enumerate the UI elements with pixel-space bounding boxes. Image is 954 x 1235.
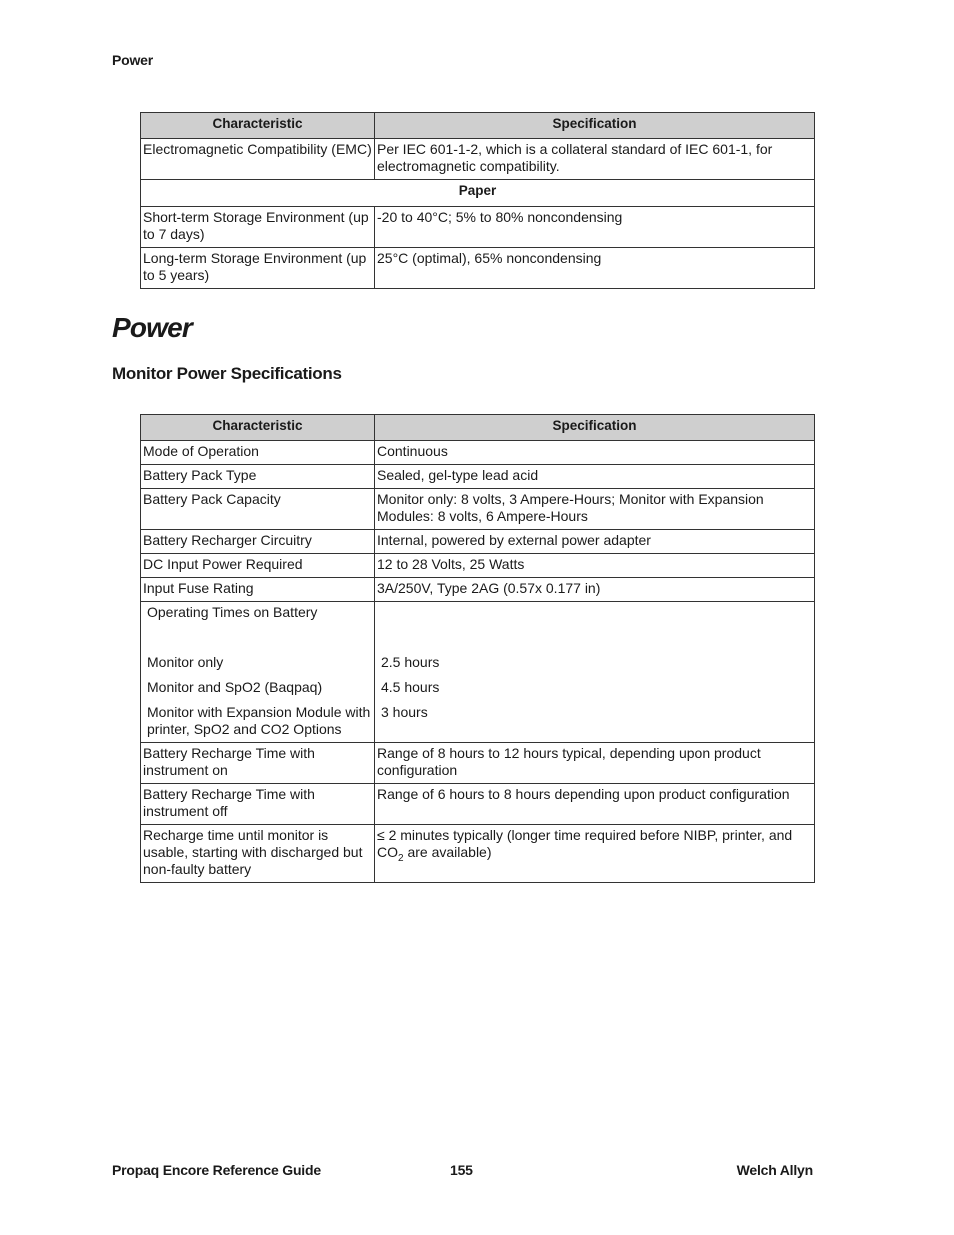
characteristic-cell: Short-term Storage Environment (up to 7 days) [141, 207, 375, 248]
characteristic-cell: Battery Pack Type [141, 465, 375, 489]
characteristic-cell: Battery Pack Capacity [141, 489, 375, 530]
operating-mode: Monitor only [147, 654, 224, 670]
section-title: Power [112, 312, 193, 343]
specification-cell: Internal, powered by external power adapter [375, 530, 815, 554]
table-row [141, 578, 815, 602]
table-row [141, 207, 815, 248]
specification-cell: Per IEC 601-1-2, which is a collateral standard of IEC 601-1, for electromagnetic compatibility. [375, 139, 815, 180]
table-header-row [141, 415, 815, 441]
section-label: Paper [141, 180, 815, 207]
operating-times-values [377, 604, 812, 721]
footer-guide-title: Propaq Encore Reference Guide [112, 1162, 321, 1178]
characteristic-cell: Long-term Storage Environment (up to 5 years) [141, 248, 375, 289]
table-row [141, 489, 815, 530]
operating-times-row [141, 602, 815, 743]
footer-company: Welch Allyn [736, 1162, 813, 1178]
operating-time: 3 hours [381, 704, 428, 720]
spec-text: ≤ 2 minutes typically (longer time required before NIBP, printer, and CO [377, 827, 793, 860]
specification-cell: Continuous [375, 441, 815, 465]
specification-cell: 12 to 28 Volts, 25 Watts [375, 554, 815, 578]
table-row [141, 465, 815, 489]
table-row [141, 784, 815, 825]
environment-spec-table [140, 112, 815, 289]
characteristic-cell: Battery Recharger Circuitry [141, 530, 375, 554]
operating-times-labels [143, 604, 372, 738]
operating-time: 2.5 hours [381, 654, 440, 670]
specification-cell [375, 825, 815, 883]
section-subtitle: Monitor Power Specifications [112, 364, 342, 383]
column-header-specification: Specification [375, 415, 815, 441]
characteristic-cell: Recharge time until monitor is usable, starting with discharged but non-faulty battery [141, 825, 375, 883]
operating-time: 4.5 hours [381, 679, 440, 695]
table-row [141, 441, 815, 465]
table-row [141, 554, 815, 578]
column-header-specification: Specification [375, 113, 815, 139]
specification-cell: Sealed, gel-type lead acid [375, 465, 815, 489]
table-row [141, 530, 815, 554]
characteristic-cell: Battery Recharge Time with instrument off [141, 784, 375, 825]
characteristic-cell: Electromagnetic Compatibility (EMC) [141, 139, 375, 180]
operating-mode: Monitor with Expansion Module with printer, SpO2 and CO2 Options [147, 704, 371, 737]
specification-cell: 3A/250V, Type 2AG (0.57x 0.177 in) [375, 578, 815, 602]
power-spec-table [140, 414, 815, 883]
table-row [141, 139, 815, 180]
footer-page-number: 155 [450, 1162, 473, 1178]
column-header-characteristic: Characteristic [141, 415, 375, 441]
spec-subscript: 2 [398, 852, 404, 864]
spec-text: are available) [403, 844, 492, 860]
specification-cell: Monitor only: 8 volts, 3 Ampere-Hours; Monitor with Expansion Modules: 8 volts, 6 Ampere-Hours [375, 489, 815, 530]
specification-cell: -20 to 40°C; 5% to 80% noncondensing [375, 207, 815, 248]
specification-cell: Range of 6 hours to 8 hours depending upon product configuration [375, 784, 815, 825]
characteristic-cell: DC Input Power Required [141, 554, 375, 578]
operating-times-label: Operating Times on Battery [147, 604, 318, 620]
characteristic-cell: Battery Recharge Time with instrument on [141, 743, 375, 784]
specification-cell [375, 602, 815, 743]
section-row-paper [141, 180, 815, 207]
table-row [141, 743, 815, 784]
characteristic-cell: Mode of Operation [141, 441, 375, 465]
running-header: Power [112, 52, 154, 68]
characteristic-cell: Input Fuse Rating [141, 578, 375, 602]
table-row [141, 825, 815, 883]
characteristic-cell [141, 602, 375, 743]
table-row [141, 248, 815, 289]
specification-cell: 25°C (optimal), 65% noncondensing [375, 248, 815, 289]
specification-cell: Range of 8 hours to 12 hours typical, depending upon product configuration [375, 743, 815, 784]
operating-mode: Monitor and SpO2 (Baqpaq) [147, 679, 323, 695]
table-header-row [141, 113, 815, 139]
column-header-characteristic: Characteristic [141, 113, 375, 139]
